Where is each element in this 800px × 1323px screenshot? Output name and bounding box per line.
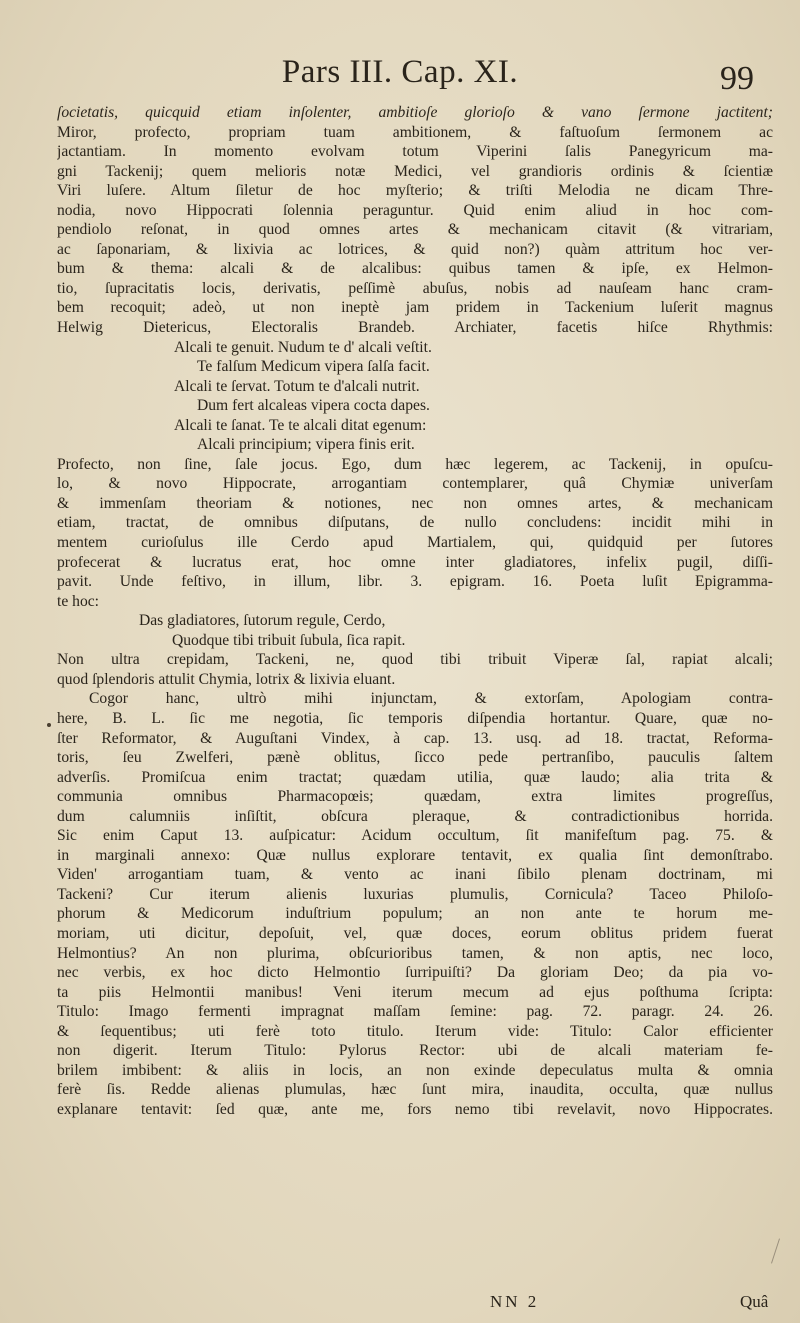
text-line: communia omnibus Pharmacopœis; quædam, extra limites progreſſus, [57, 788, 773, 806]
text-line: tio, ſupracitatis locis, derivatis, peſſimè abuſus, nobis ad nauſeam hanc cram- [57, 279, 773, 297]
text-line: here, B. L. ſic me negotia, ſic temporis diſpendia hortantur. Quare, quæ no- [57, 709, 773, 727]
text-line: ac ſaponariam, & lixivia ac lotrices, & quid non?) quàm attritum hoc ver- [57, 240, 773, 258]
signature-mark: NN 2 [490, 1292, 540, 1311]
text-line: profecerat & lucratus erat, hoc omne inter gladiatores, infelix pugil, diſſi- [57, 553, 773, 571]
text-line: dum calumniis inſiſtit, obſcura pleraque, & contradictionibus horrida. [57, 807, 773, 825]
text-line: Non ultra crepidam, Tackeni, ne, quod tibi tribuit Viperæ ſal, rapiat alcali; [57, 651, 773, 669]
text-line: Titulo: Imago fermenti impragnat maſſam ſemine: pag. 72. paragr. 24. 26. [57, 1003, 773, 1021]
verse-line: Quodque tibi tribuit ſubula, ſica rapit. [172, 631, 406, 649]
text-line: explanare tentavit: ſed quæ, ante me, fors nemo tibi revelavit, novo Hippocrates. [57, 1100, 773, 1118]
text-line: te hoc: [57, 592, 99, 610]
page-footer [0, 1292, 800, 1316]
text-line: moriam, uti dicitur, depoſuit, vel, quæ doces, eorum oblitus pridem fuerat [57, 924, 773, 942]
text-line: Helmontius? An non plurima, obſcurioribus tamen, & non aptis, nec loco, [57, 944, 773, 962]
text-line: & ſequentibus; uti ferè toto titulo. Iterum vide: Titulo: Calor efficienter [57, 1022, 773, 1040]
ink-mark [47, 723, 51, 727]
page-header [0, 54, 800, 106]
text-line: nodia, novo Hippocrati ſolennia peraguntur. Quid enim aliud in hoc com- [57, 201, 773, 219]
text-line: Helwig Dietericus, Electoralis Brandeb. Archiater, facetis hiſce Rhythmis: [57, 319, 773, 337]
text-line: in marginali annexo: Quæ nullus explorare tentavit, ex qualia ſint demonſtrabo. [57, 846, 773, 864]
text-line: & immenſam theoriam & notiones, nec non omnes artes, & mechanicam [57, 494, 773, 512]
text-line: Viri luſere. Altum ſiletur de hoc myſterio; & triſti Melodia ne dicam Thre- [57, 182, 773, 200]
text-line: mentem curioſulus ille Cerdo apud Martialem, qui, quidquid per ſutores [57, 534, 773, 552]
text-line: Tackeni? Cur iterum alienis luxurias plumulis, Cornicula? Taceo Philoſo- [57, 885, 773, 903]
text-line: adverſis. Promiſcua enim tractat; quædam utilia, quæ laudo; alia trita & [57, 768, 773, 786]
text-line: Profecto, non ſine, ſale jocus. Ego, dum hæc legerem, ac Tackenij, in opuſcu- [57, 455, 773, 473]
text-line: Cogor hanc, ultrò mihi injunctam, & extorſam, Apologiam contra- [89, 690, 773, 708]
running-head: Pars III. Cap. XI. [281, 54, 519, 90]
text-line: ferè ſis. Redde alienas plumulas, hæc ſunt mira, inaudita, occulta, quæ nullus [57, 1081, 773, 1099]
text-line: bum & thema: alcali & de alcalibus: quibus tamen & ipſe, ex Helmon- [57, 260, 773, 278]
text-line: toris, ſeu Zwelferi, pænè oblitus, ſicco pede pertranſibo, pauculis ſaltem [57, 749, 773, 767]
text-line: Sic enim Caput 13. auſpicatur: Acidum occultum, ſit manifeſtum pag. 75. & [57, 827, 773, 845]
text-line: quod ſplendoris attulit Chymia, lotrix & lixivia eluant. [57, 670, 396, 688]
text-line: ſter Reformator, & Auguſtani Vindex, à cap. 13. usq. ad 18. tractat, Reforma- [57, 729, 773, 747]
catchword: Quâ [740, 1292, 769, 1311]
page-number: 99 [720, 60, 754, 97]
text-block [57, 103, 773, 1119]
text-line: ta piis Helmontii manibus! Veni iterum mecum ad ejus poſthuma ſcripta: [57, 983, 773, 1001]
margin-mark [771, 1238, 780, 1263]
verse-line: Alcali te genuit. Nudum te d' alcali veſtit. [174, 338, 432, 356]
verse-line: Te falſum Medicum vipera ſalſa facit. [197, 358, 430, 376]
text-line: brilem imbibent: & aliis in locis, an non exinde depeculatus multa & omnia [57, 1061, 773, 1079]
text-line: gni Tackenij; quem melioris notæ Medici, vel grandioris ordinis & ſcientiæ [57, 162, 773, 180]
text-line: nec verbis, ex hoc dicto Helmontio ſurripuiſti? Da gloriam Deo; da pia vo- [57, 964, 773, 982]
text-line: phorum & Medicorum induſtrium populum; an non ante te horum me- [57, 905, 773, 923]
verse-line: Das gladiatores, ſutorum regule, Cerdo, [139, 612, 386, 630]
text-line: Miror, profecto, propriam tuam ambitionem, & faſtuoſum ſermonem ac [57, 123, 773, 141]
text-line: Viden' arrogantiam tuam, & vento ac inani ſibilo plenam doctrinam, mi [57, 866, 773, 884]
text-line: pendiolo reſonat, in quod omnes artes & mechanicam citavit (& vitrariam, [57, 221, 773, 239]
verse-line: Dum fert alcaleas vipera cocta dapes. [197, 397, 430, 415]
text-line: etiam, tractat, de omnibus diſputans, de nullo concludens: incidit mihi in [57, 514, 773, 532]
text-line: lo, & novo Hippocrate, arrogantiam contemplarer, quâ Chymiæ univerſam [57, 475, 773, 493]
verse-line: Alcali te ſervat. Totum te d'alcali nutrit. [174, 377, 420, 395]
text-line: bem recoquit; adeò, ut non ineptè jam pridem in Tackenium luſerit magnus [57, 299, 773, 317]
text-line: jactantiam. In momento evolvam totum Viperini ſalis Panegyricum ma- [57, 143, 773, 161]
verse-line: Alcali principium; vipera finis erit. [197, 436, 415, 454]
text-line: pavit. Unde feſtivo, in illum, libr. 3. epigram. 16. Poeta luſit Epigramma- [57, 573, 773, 591]
text-line: non digerit. Iterum Titulo: Pylorus Rector: ubi de alcali materiam fe- [57, 1042, 773, 1060]
text-line: ſocietatis, quicquid etiam inſolenter, ambitioſe glorioſo & vano ſermone jactitent; [57, 104, 773, 121]
verse-line: Alcali te ſanat. Te te alcali ditat egenum: [174, 416, 427, 434]
